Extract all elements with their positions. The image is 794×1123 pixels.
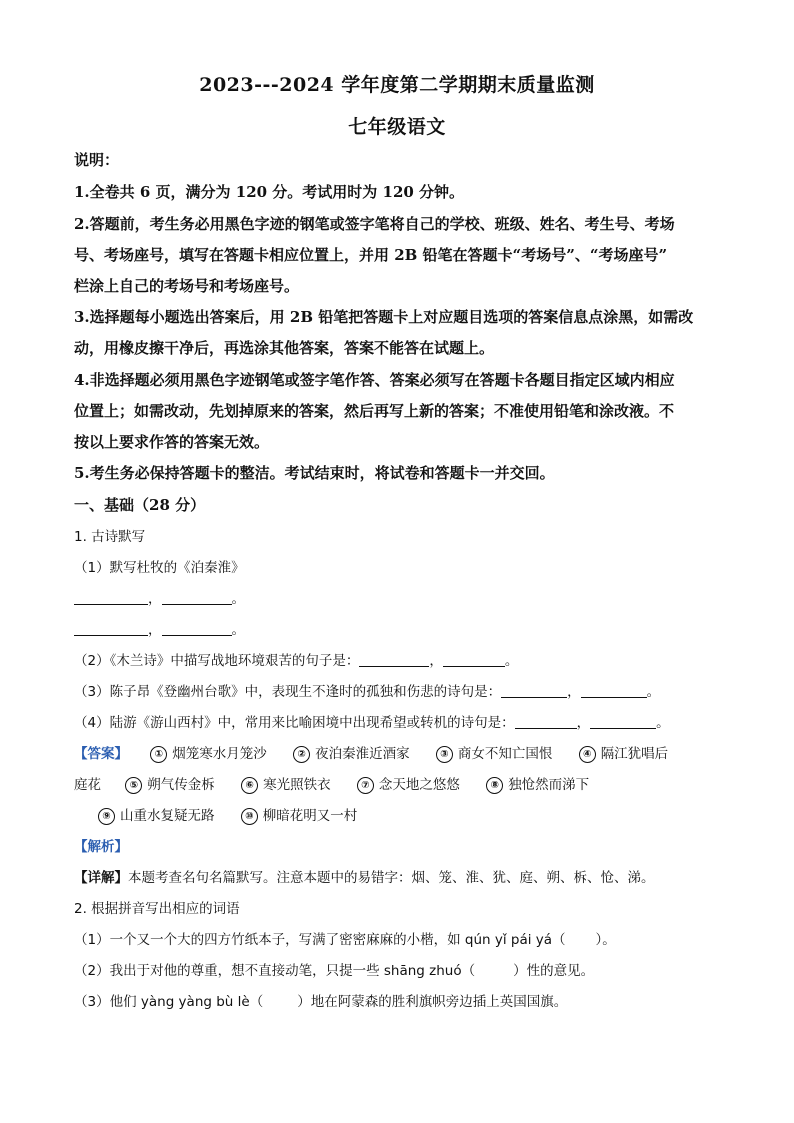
answer-blank[interactable] bbox=[501, 682, 567, 698]
notes-label: 说明： bbox=[74, 151, 120, 169]
answer-item: ② 夜泊秦淮近酒家 bbox=[293, 744, 410, 764]
page-title: 2023---2024 学年度第二学期期末质量监测 bbox=[199, 74, 595, 96]
answer-row bbox=[74, 775, 722, 795]
section-heading: 一、基础（28 分） bbox=[74, 496, 206, 514]
answer-item: ⑩ 柳暗花明又一村 bbox=[241, 806, 358, 826]
answer-blank[interactable] bbox=[515, 713, 577, 729]
answer-item: ③ 商女不知亡国恨 bbox=[436, 744, 553, 764]
answer-item: ⑥ 寒光照铁衣 bbox=[241, 775, 331, 795]
detail-row bbox=[74, 868, 722, 888]
note-line: 按以上要求作答的答案无效。 bbox=[74, 433, 270, 451]
answer-item: ④ 隔江犹唱后 bbox=[579, 744, 669, 764]
note-line: 4.非选择题必须用黑色字迹钢笔或签字笔作答、答案必须写在答题卡各题目指定区域内相应 bbox=[74, 371, 675, 389]
note-line: 位置上；如需改动，先划掉原来的答案，然后再写上新的答案；不准使用铅笔和涂改液。不 bbox=[74, 402, 675, 420]
note-line: 动，用橡皮擦干净后，再选涂其他答案，答案不能答在试题上。 bbox=[74, 339, 495, 357]
question-sub: （2）《木兰诗》中描写战地环境艰苦的句子是： ， 。 bbox=[74, 653, 519, 669]
answer-item: ⑧ 独怆然而涕下 bbox=[486, 775, 589, 795]
answer-blank[interactable] bbox=[74, 620, 148, 636]
answer-item: ⑤ 朔气传金柝 bbox=[125, 775, 215, 795]
detail-tag: 【详解】 bbox=[74, 870, 128, 886]
analysis-tag: 【解析】 bbox=[74, 839, 128, 855]
answer-tag: 【答案】 bbox=[74, 746, 128, 762]
answer-item: ⑦ 念天地之悠悠 bbox=[357, 775, 460, 795]
note-line: 3.选择题每小题选出答案后，用 2B 铅笔把答题卡上对应题目选项的答案信息点涂黑，如需改 bbox=[74, 308, 694, 326]
analysis-tag-row bbox=[74, 837, 722, 857]
note-line: 5.考生务必保持答题卡的整洁。考试结束时，将试卷和答题卡一并交回。 bbox=[74, 464, 555, 482]
question-sub: （1）默写杜牧的《泊秦淮》 bbox=[74, 560, 245, 576]
note-line: 2.答题前，考生务必用黑色字迹的钢笔或签字笔将自己的学校、班级、姓名、考生号、考场 bbox=[74, 215, 675, 233]
question-sub: （3）陈子昂《登幽州台歌》中，表现生不逢时的孤独和伤悲的诗句是： ， 。 bbox=[74, 684, 661, 700]
question-sub: （2）我出于对他的尊重，想不直接动笔，只提一些 shāng zhuó（ ）性的意见。 bbox=[74, 963, 595, 979]
question-title: 1. 古诗默写 bbox=[74, 529, 146, 545]
answer-row bbox=[98, 806, 746, 826]
question-sub: （3）他们 yàng yàng bù lè（ ）地在阿蒙森的胜利旗帜旁边插上英国国旗。 bbox=[74, 994, 568, 1010]
question-sub: （4）陆游《游山西村》中，常用来比喻困境中出现希望或转机的诗句是： ， 。 bbox=[74, 715, 670, 731]
answer-item: ① 烟笼寒水月笼沙 bbox=[150, 744, 267, 764]
answer-blank[interactable] bbox=[162, 620, 232, 636]
answer-blank[interactable] bbox=[443, 651, 505, 667]
answer-blank[interactable] bbox=[162, 589, 232, 605]
answer-blank-row: ， 。 bbox=[74, 620, 722, 640]
answer-blank[interactable] bbox=[590, 713, 656, 729]
question-title: 2. 根据拼音写出相应的词语 bbox=[74, 901, 240, 917]
answer-blank[interactable] bbox=[581, 682, 647, 698]
question-sub: （1）一个又一个大的四方竹纸本子，写满了密密麻麻的小楷，如 qún yǐ pái yá（ ）。 bbox=[74, 932, 616, 948]
page-subtitle: 七年级语文 bbox=[348, 116, 446, 138]
note-line: 1.全卷共 6 页，满分为 120 分。考试用时为 120 分钟。 bbox=[74, 183, 465, 201]
answer-blank[interactable] bbox=[359, 651, 429, 667]
note-line: 号、考场座号，填写在答题卡相应位置上，并用 2B 铅笔在答题卡“考场号”、“考场座号” bbox=[74, 246, 668, 264]
answer-blank-row: ， 。 bbox=[74, 589, 722, 609]
answer-item: 庭花 bbox=[74, 777, 101, 793]
note-line: 栏涂上自己的考场号和考场座号。 bbox=[74, 277, 300, 295]
answer-blank[interactable] bbox=[74, 589, 148, 605]
answer-row bbox=[74, 744, 722, 764]
detail-text: 本题考查名句名篇默写。注意本题中的易错字：烟、笼、淮、犹、庭、朔、柝、怆、涕。 bbox=[128, 870, 655, 886]
answer-item: ⑨ 山重水复疑无路 bbox=[98, 806, 215, 826]
